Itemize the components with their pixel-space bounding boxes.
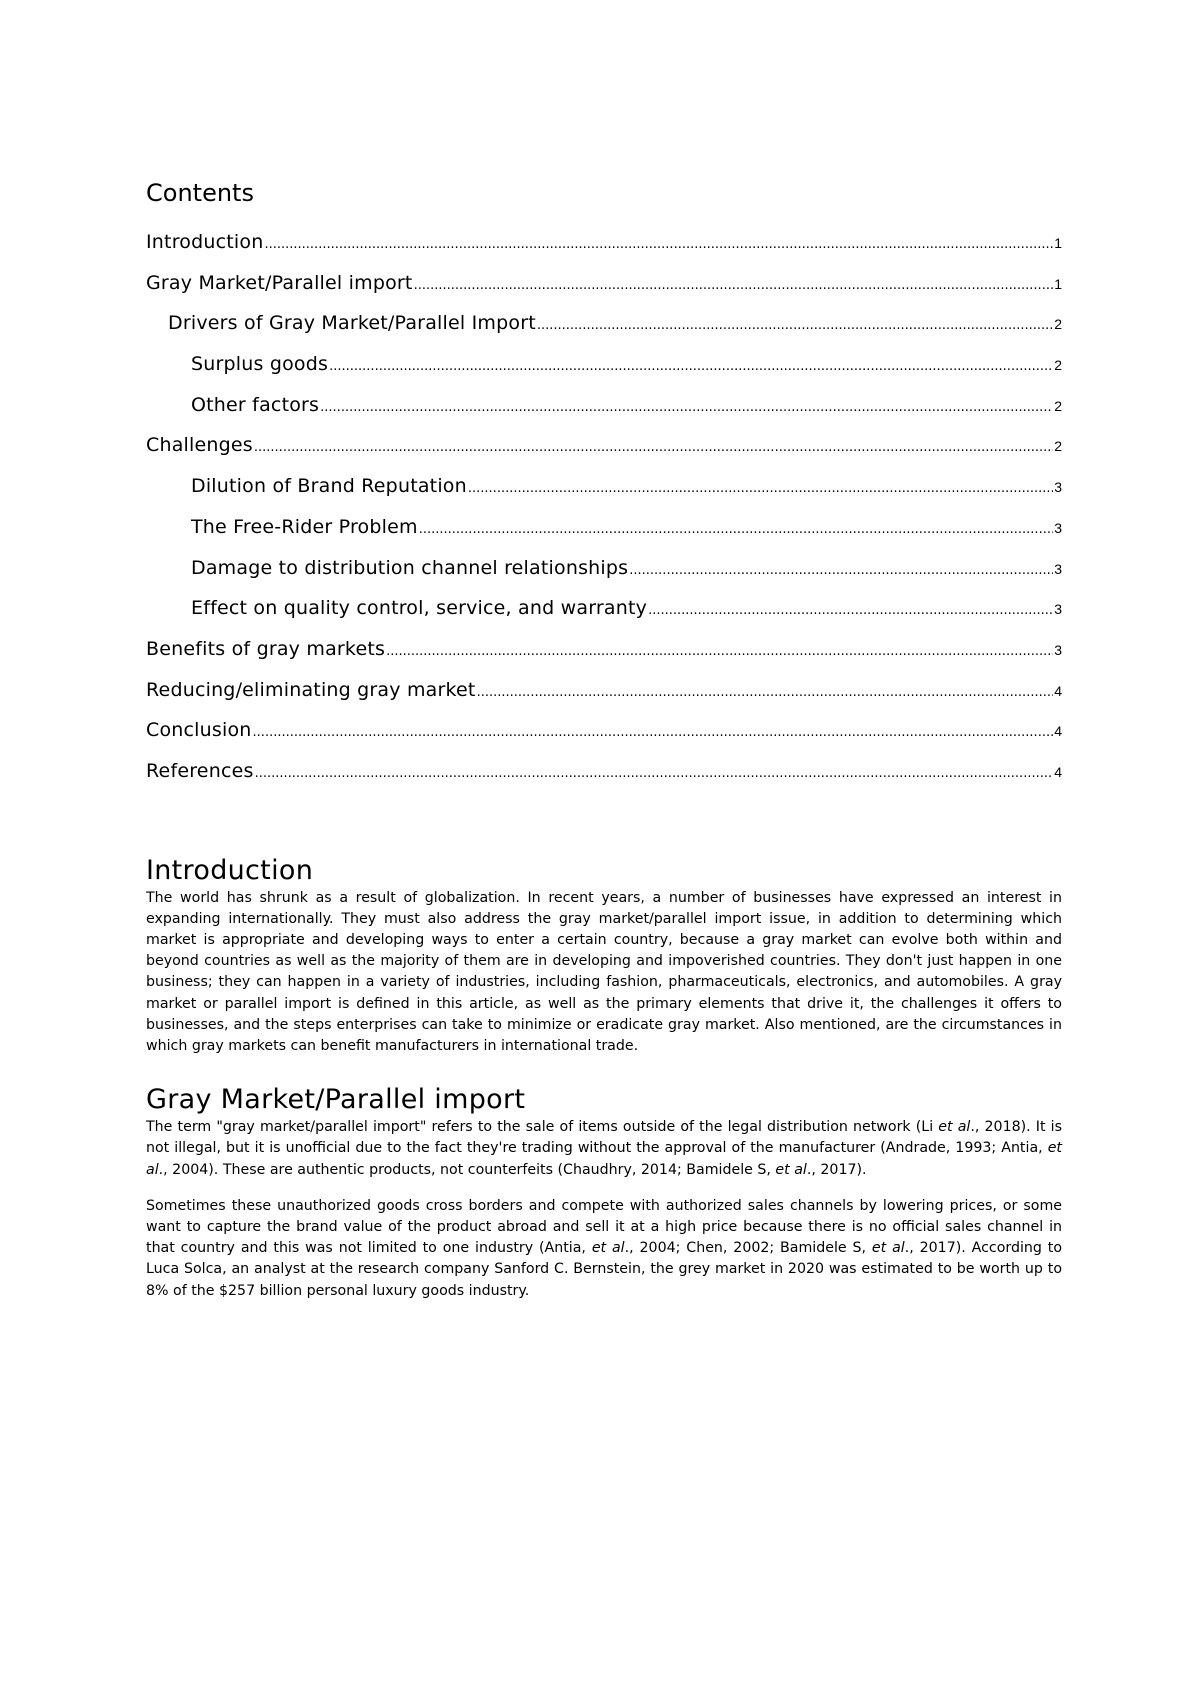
et-al-italic: et al <box>938 1119 971 1136</box>
toc-entry-page: 3 <box>1054 519 1062 536</box>
toc-entry-drivers[interactable] <box>146 303 1062 344</box>
et-al-italic: et al <box>775 1161 807 1178</box>
toc-entry-title: Benefits of gray markets <box>146 637 386 660</box>
toc-entry-brand-reputation[interactable] <box>146 466 1062 507</box>
toc-entry-introduction[interactable] <box>146 222 1062 263</box>
toc-dot-leader <box>320 388 1053 429</box>
toc-entry-benefits[interactable] <box>146 629 1062 670</box>
toc-dot-leader <box>537 306 1053 347</box>
toc-entry-free-rider[interactable] <box>146 507 1062 548</box>
toc-entry-title: Introduction <box>146 231 264 253</box>
toc-entry-surplus-goods[interactable] <box>146 344 1062 385</box>
toc-dot-leader <box>629 551 1053 592</box>
introduction-paragraph: The world has shrunk as a result of globalization. In recent years, a number of businesses have expressed an interest in expanding internationally. They must also address the gray market/parallel import issue, in addition to determining which market is appropriate and developing ways to enter a certain country, because a gray market can evolve both within and beyond countries as well as the majority of them are in developing and impoverished countries. They don't just happen in one business; they can happen in a variety of industries, including fashion, pharmaceuticals, electronics, and automobiles. A gray market or parallel import is defined in this article, as well as the primary elements that drive it, the challenges it offers to businesses, and the steps enterprises can take to minimize or eradicate gray market. Also mentioned, are the circumstances in which gray markets can benefit manufacturers in international trade. <box>146 889 1062 1055</box>
et-al-italic: et al <box>146 1140 1062 1178</box>
toc-entry-page: 3 <box>1054 601 1062 618</box>
toc-entry-title: Dilution of Brand Reputation <box>191 475 467 498</box>
toc-entry-page: 3 <box>1054 479 1062 496</box>
toc-entry-other-factors[interactable] <box>146 385 1062 426</box>
et-al-italic: et al <box>871 1240 905 1257</box>
toc-entry-conclusion[interactable] <box>146 710 1062 751</box>
text-run: ., 2004; Chen, 2002; Bamidele S, <box>624 1240 872 1257</box>
table-of-contents <box>146 222 1062 792</box>
toc-entry-title: Damage to distribution channel relationships <box>191 556 629 579</box>
toc-entry-page: 2 <box>1054 438 1062 455</box>
text-run: The term "gray market/parallel import" refers to the sale of items outside of the legal distribution network (Li <box>146 1119 939 1136</box>
text-run: ., 2017). According to Luca Solca, an analyst at the research company Sanford C. Bernstein, the grey market in 2020 was estimated to be worth up to 8% of the $257 billion personal luxury goods industry. <box>146 1240 1063 1299</box>
text-run: ., 2004). These are authentic products, not counterfeits (Chaudhry, 2014; Bamidele S, <box>158 1161 776 1178</box>
text-run: ., 2017). <box>806 1161 867 1178</box>
document-page <box>146 178 1062 1302</box>
toc-entry-page: 1 <box>1054 275 1062 292</box>
toc-entry-distribution-damage[interactable] <box>146 548 1062 589</box>
toc-entry-title: Other factors <box>191 393 320 416</box>
toc-entry-title: Drivers of Gray Market/Parallel Import <box>168 312 536 335</box>
toc-entry-title: References <box>146 759 254 782</box>
text-run: Sometimes these unauthorized goods cross borders and compete with authorized sales channels by lowering prices, or some want to capture the brand value of the product abroad and sell it at a high price because there is no official sales channel in that country and this was not limited to one industry (Antia, <box>146 1197 1062 1257</box>
toc-entry-challenges[interactable] <box>146 425 1062 466</box>
toc-entry-page: 4 <box>1054 763 1062 780</box>
gray-market-heading: Gray Market/Parallel import <box>146 1084 526 1116</box>
toc-entry-page: 3 <box>1054 560 1062 577</box>
toc-entry-reducing[interactable] <box>146 670 1062 711</box>
toc-dot-leader <box>255 754 1054 795</box>
toc-entry-title: Challenges <box>146 434 253 457</box>
et-al-italic: et al <box>591 1240 625 1257</box>
toc-dot-leader <box>329 347 1053 388</box>
toc-dot-leader <box>414 266 1054 307</box>
toc-entry-gray-market[interactable] <box>146 263 1062 304</box>
toc-dot-leader <box>648 591 1053 632</box>
toc-entry-page: 2 <box>1054 357 1062 374</box>
toc-dot-leader <box>419 510 1053 551</box>
toc-dot-leader <box>468 469 1053 510</box>
toc-dot-leader <box>477 673 1054 714</box>
toc-dot-leader <box>253 713 1054 754</box>
toc-entry-page: 4 <box>1054 682 1062 699</box>
toc-entry-references[interactable] <box>146 751 1062 792</box>
toc-entry-page: 4 <box>1054 723 1062 740</box>
toc-entry-title: Reducing/eliminating gray market <box>146 678 476 701</box>
toc-dot-leader <box>264 225 1053 266</box>
toc-entry-title: Conclusion <box>146 719 252 742</box>
toc-entry-page: 2 <box>1054 316 1062 333</box>
toc-dot-leader <box>254 428 1053 469</box>
toc-entry-title: Surplus goods <box>191 353 329 376</box>
toc-entry-page: 1 <box>1054 235 1062 251</box>
toc-heading: Contents <box>146 179 254 207</box>
toc-entry-title: Gray Market/Parallel import <box>146 271 413 294</box>
toc-dot-leader <box>386 632 1053 673</box>
gray-market-paragraph-1 <box>146 1117 1062 1181</box>
toc-entry-title: Effect on quality control, service, and warranty <box>191 597 648 620</box>
introduction-heading: Introduction <box>146 854 314 886</box>
gray-market-paragraph-2 <box>146 1196 1062 1302</box>
toc-entry-title: The Free-Rider Problem <box>191 515 418 538</box>
toc-entry-page: 2 <box>1054 397 1062 414</box>
text-run: ., 2018). It is not illegal, but it is unofficial due to the fact they're trading without the approval of the manufacturer (Andrade, 1993; Antia, <box>146 1119 1063 1157</box>
toc-entry-page: 3 <box>1054 641 1062 658</box>
toc-entry-quality-control[interactable] <box>146 588 1062 629</box>
